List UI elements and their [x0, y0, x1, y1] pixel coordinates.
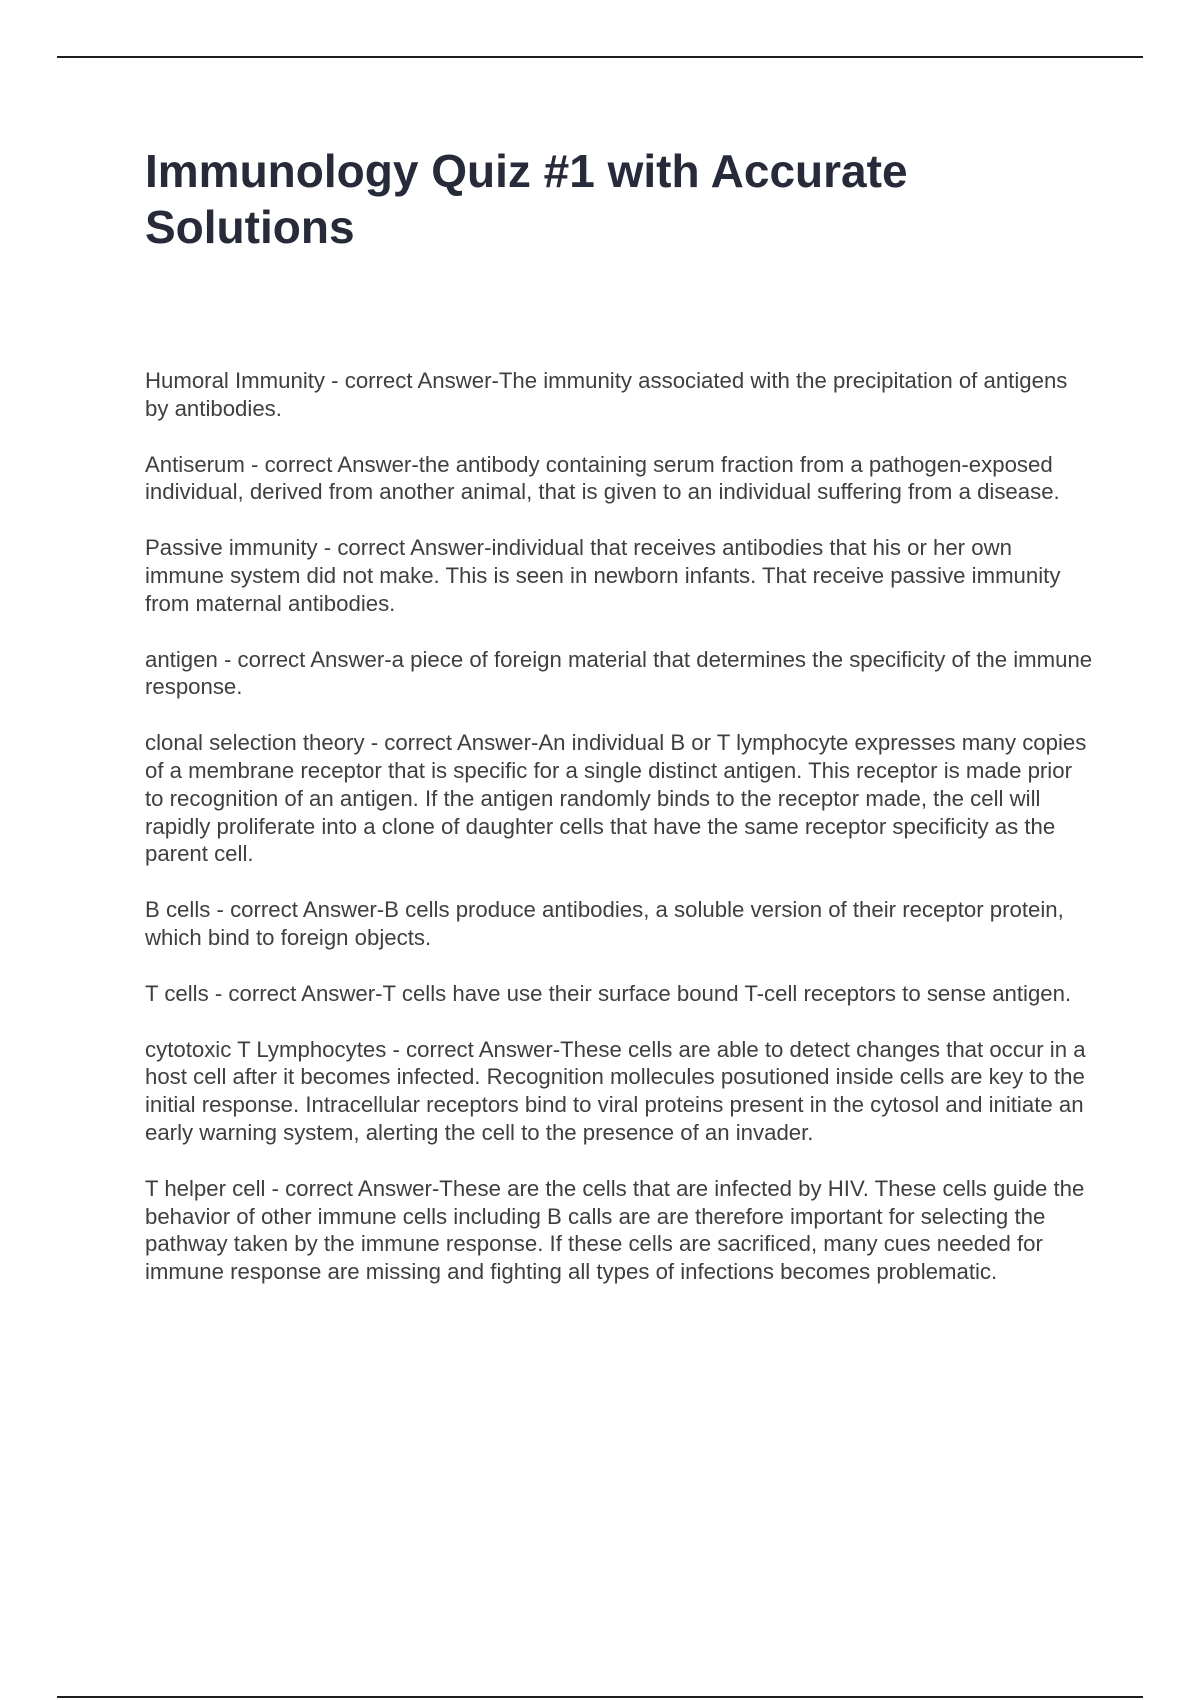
qa-entry-passive-immunity: Passive immunity - correct Answer-individual that receives antibodies that his or her own immune system did not make. This is seen in newborn infants. That receive passive immunity from maternal antibodies. [145, 535, 1061, 616]
qa-entry-antiserum: Antiserum - correct Answer-the antibody containing serum fraction from a pathogen-exposed individual, derived from another animal, that is given to an individual suffering from a disease. [145, 451, 1060, 505]
qa-entry-b-cells: B cells - correct Answer-B cells produce antibodies, a soluble version of their receptor protein, which bind to foreign objects. [145, 897, 1064, 950]
page-title: Immunology Quiz #1 with Accurate Solutions [145, 145, 908, 253]
qa-entry-t-cells: T cells - correct Answer-T cells have use their surface bound T-cell receptors to sense antigen. [145, 980, 1072, 1006]
qa-entry-t-helper-cell: T helper cell - correct Answer-These are the cells that are infected by HIV. These cells guide the behavior of other immune cells including B calls are are therefore important for selecting the pathway taken by the immune response. If these cells are sacrificed, many cues needed for immune response are missing and fighting all types of infections becomes problematic. [145, 1175, 1085, 1285]
qa-entry-cytotoxic-t-lymphocytes: cytotoxic T Lymphocytes - correct Answer-These cells are able to detect changes that occur in a host cell after it becomes infected. Recognition mollecules posutioned inside cells are key to the initial response. Intracellular receptors bind to viral proteins present in the cytosol and initiate an early warning system, alerting the cell to the presence of an invader. [145, 1036, 1086, 1145]
bottom-rule [57, 1696, 1143, 1698]
qa-list [145, 367, 1095, 1314]
qa-entry-clonal-selection-theory: clonal selection theory - correct Answer-An individual B or T lymphocyte expresses many copies of a membrane receptor that is specific for a single distinct antigen. This receptor is made prior to recognition of an antigen. If the antigen randomly binds to the receptor made, the cell will rapidly proliferate into a clone of daughter cells that have the same receptor specificity as the parent cell. [145, 730, 1087, 867]
qa-entry-humoral-immunity: Humoral Immunity - correct Answer-The immunity associated with the precipitation of antigens by antibodies. [145, 368, 1068, 421]
top-rule [57, 56, 1143, 58]
qa-entry-antigen: antigen - correct Answer-a piece of foreign material that determines the specificity of the immune response. [145, 646, 1093, 700]
